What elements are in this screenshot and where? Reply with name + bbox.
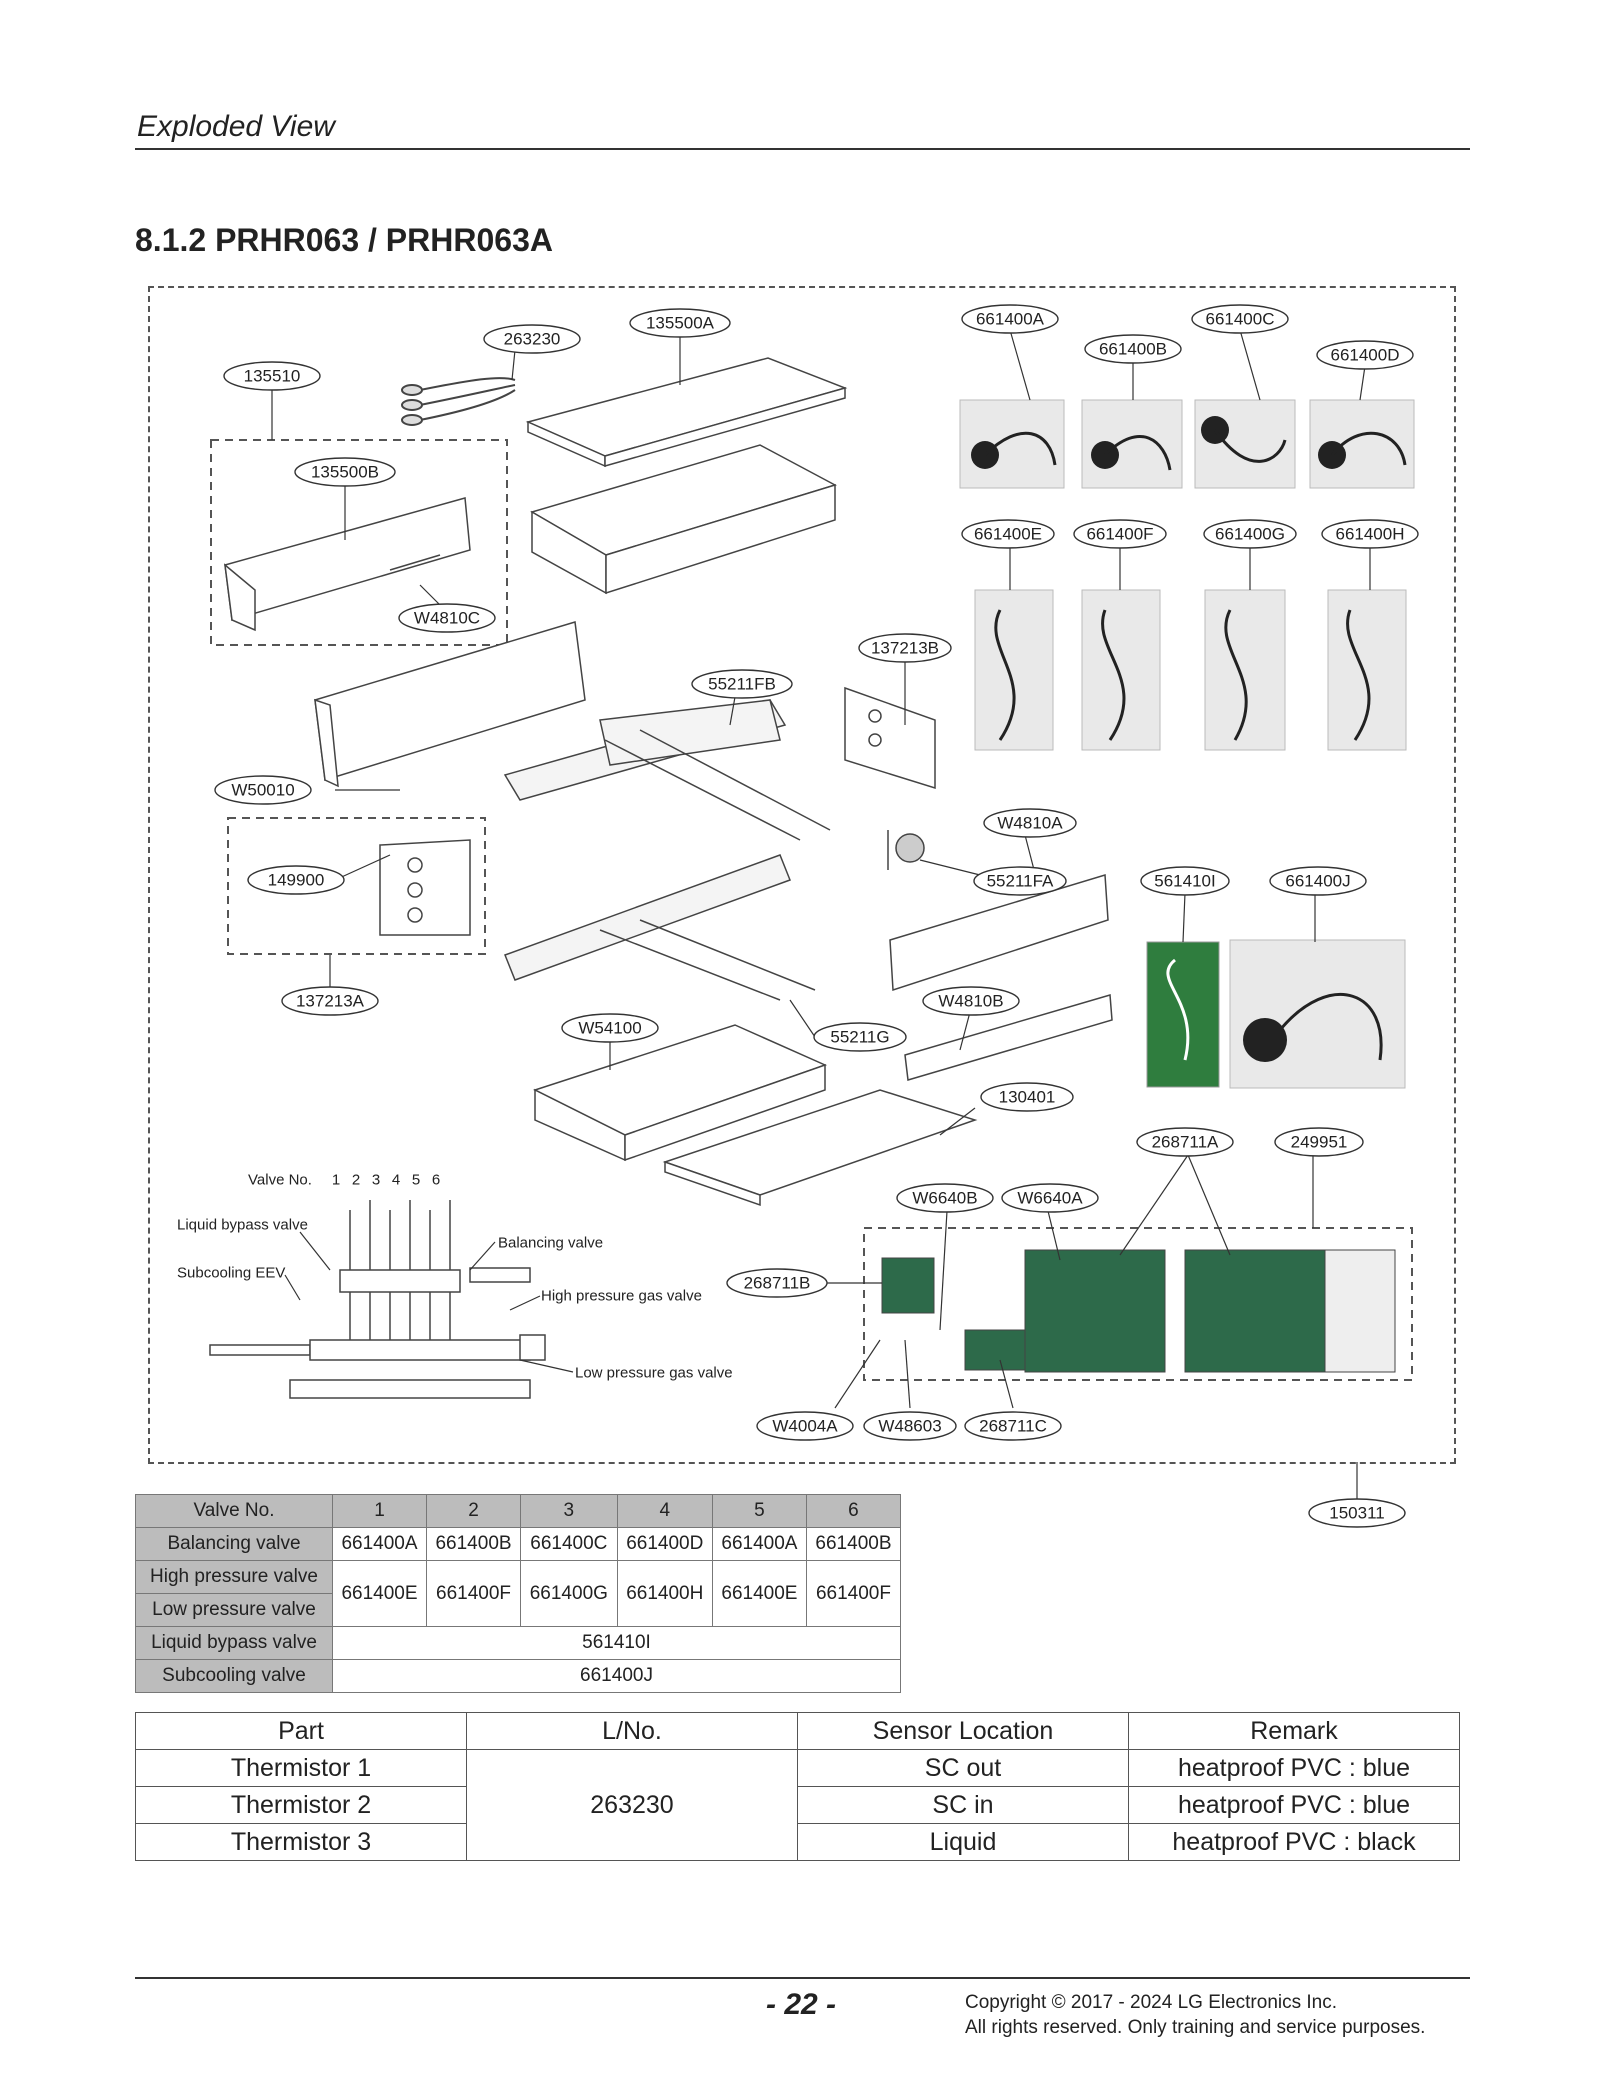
valve-num-2: 2	[351, 1171, 361, 1189]
balancing-valve-label: Balancing valve	[498, 1234, 604, 1252]
base-cover-panel	[532, 445, 835, 593]
control-pcbs	[882, 1250, 1395, 1372]
valve-no-label: Valve No.	[248, 1171, 312, 1189]
page-number: - 22 -	[766, 1988, 837, 2021]
callout-137213A: 137213A	[295, 991, 365, 1011]
sensor-part: Thermistor 3	[136, 1824, 467, 1861]
sensor-header-lno: L/No.	[467, 1713, 798, 1750]
sensor-remark: heatproof PVC : blue	[1129, 1750, 1460, 1787]
table-cell: 661400D	[617, 1528, 712, 1561]
table-cell: 661400F	[427, 1561, 521, 1627]
pipe-manifold-bottom	[505, 855, 815, 1000]
sensor-location: SC in	[798, 1787, 1129, 1824]
callout-W4810B: W4810B	[938, 991, 1004, 1011]
sensor-part: Thermistor 1	[136, 1750, 467, 1787]
section-title: 8.1.2 PRHR063 / PRHR063A	[135, 222, 553, 258]
valve-table-header-cell: 6	[806, 1495, 900, 1528]
sensor-header-remark: Remark	[1129, 1713, 1460, 1750]
table-cell: 661400J	[333, 1660, 901, 1693]
callout-135500A: 135500A	[645, 313, 715, 333]
sensor-header-location: Sensor Location	[798, 1713, 1129, 1750]
callout-661400D: 661400D	[1330, 345, 1400, 365]
sensor-header-part: Part	[136, 1713, 467, 1750]
header-title: Exploded View	[137, 110, 335, 143]
table-row	[136, 1750, 1460, 1787]
pipe-manifold-top	[505, 700, 830, 840]
high-pressure-label: High pressure gas valve	[541, 1287, 702, 1305]
callout-W50010: W50010	[231, 780, 295, 800]
copyright-line-2: All rights reserved. Only training and service purposes.	[965, 2017, 1426, 2038]
row-label: Subcooling valve	[136, 1660, 333, 1693]
callout-W48603: W48603	[878, 1416, 942, 1436]
valve-table-header-row	[136, 1495, 901, 1528]
valve-table-row-high-pressure	[136, 1561, 901, 1594]
callout-W4004A: W4004A	[772, 1416, 838, 1436]
callout-661400C: 661400C	[1205, 309, 1275, 329]
footer-divider	[135, 1977, 1470, 1979]
valve-table-header-cell: 4	[617, 1495, 712, 1528]
table-cell: 661400A	[333, 1528, 427, 1561]
sensor-lno: 263230	[467, 1750, 798, 1861]
sensor-remark: heatproof PVC : blue	[1129, 1787, 1460, 1824]
valve-table-header-cell: 3	[521, 1495, 618, 1528]
sensor-photos-bottom	[1147, 940, 1405, 1088]
row-label: Liquid bypass valve	[136, 1627, 333, 1660]
callout-W54100: W54100	[578, 1018, 642, 1038]
callout-135510: 135510	[243, 366, 301, 386]
sensor-remark: heatproof PVC : black	[1129, 1824, 1460, 1861]
callout-135500B: 135500B	[310, 462, 380, 482]
valve-table-header-cell: 1	[333, 1495, 427, 1528]
callout-661400F: 661400F	[1086, 524, 1154, 544]
table-cell: 661400B	[806, 1528, 900, 1561]
callout-268711C: 268711C	[979, 1416, 1047, 1436]
callout-661400E: 661400E	[973, 524, 1043, 544]
table-cell: 661400E	[333, 1561, 427, 1627]
table-cell: 661400B	[427, 1528, 521, 1561]
valve-num-6: 6	[431, 1171, 441, 1189]
callout-661400J: 661400J	[1285, 871, 1351, 891]
rear-panel	[315, 622, 585, 786]
table-cell: 661400F	[806, 1561, 900, 1627]
callout-268711A: 268711A	[1151, 1132, 1219, 1152]
sensor-photos-top	[960, 400, 1414, 488]
bracket-panel-149900	[380, 840, 470, 935]
table-cell: 661400G	[521, 1561, 618, 1627]
table-row	[136, 1787, 1460, 1824]
callout-661400G: 661400G	[1215, 524, 1285, 544]
sensor-location: Liquid	[798, 1824, 1129, 1861]
callout-130401: 130401	[998, 1087, 1056, 1107]
subcooling-eev-label: Subcooling EEV	[177, 1264, 286, 1282]
callout-W4810A: W4810A	[997, 813, 1063, 833]
callout-150311: 150311	[1329, 1503, 1385, 1523]
callout-268711B: 268711B	[743, 1273, 811, 1293]
row-label: High pressure valve	[136, 1561, 333, 1594]
liquid-bypass-label: Liquid bypass valve	[177, 1216, 308, 1234]
table-cell: 561410I	[333, 1627, 901, 1660]
valve-table-header-cell: 5	[712, 1495, 806, 1528]
valve-table-header-cell: Valve No.	[136, 1495, 333, 1528]
callout-W6640A: W6640A	[1017, 1188, 1083, 1208]
table-cell: 661400H	[617, 1561, 712, 1627]
table-cell: 661400A	[712, 1528, 806, 1561]
copyright-line-1: Copyright © 2017 - 2024 LG Electronics Inc.	[965, 1992, 1338, 2013]
row-label: Low pressure valve	[136, 1594, 333, 1627]
valve-num-4: 4	[391, 1171, 401, 1189]
valve-num-5: 5	[411, 1171, 421, 1189]
callout-661400H: 661400H	[1335, 524, 1405, 544]
sensor-location: SC out	[798, 1750, 1129, 1787]
valve-num-3: 3	[371, 1171, 381, 1189]
sensor-photos-middle	[975, 590, 1406, 750]
sensor-table-header-row	[136, 1713, 1460, 1750]
valve-num-1: 1	[331, 1171, 341, 1189]
valve-table-header-cell: 2	[427, 1495, 521, 1528]
top-cover-panel	[528, 358, 845, 466]
table-cell: 661400E	[712, 1561, 806, 1627]
valve-table-row-balancing	[136, 1528, 901, 1561]
callout-661400A: 661400A	[975, 309, 1045, 329]
valve-table-row-subcooling	[136, 1660, 901, 1693]
row-label: Balancing valve	[136, 1528, 333, 1561]
low-pressure-label: Low pressure gas valve	[575, 1364, 733, 1382]
sensor-table	[135, 1712, 1460, 1861]
callout-137213B: 137213B	[870, 638, 940, 658]
valve-table-row-liquid-bypass	[136, 1627, 901, 1660]
callout-249951: 249951	[1290, 1132, 1348, 1152]
callout-149900: 149900	[267, 870, 325, 890]
sensor-part: Thermistor 2	[136, 1787, 467, 1824]
callout-55211FB: 55211FB	[708, 674, 776, 694]
callout-263230: 263230	[503, 329, 561, 349]
table-row	[136, 1824, 1460, 1861]
callout-55211G: 55211G	[830, 1027, 890, 1047]
callout-55211FA: 55211FA	[986, 871, 1054, 891]
copyright-notice	[965, 1990, 1425, 2040]
callout-W4810C: W4810C	[413, 608, 481, 628]
bracket-panel-137213B	[845, 688, 935, 788]
valve-table	[135, 1494, 901, 1693]
callout-561410I: 561410I	[1154, 871, 1216, 891]
thermistor-sensor-263230	[402, 378, 515, 425]
table-cell: 661400C	[521, 1528, 618, 1561]
callout-661400B: 661400B	[1098, 339, 1168, 359]
callout-W6640B: W6640B	[912, 1188, 978, 1208]
eev-55211FA	[888, 830, 924, 870]
